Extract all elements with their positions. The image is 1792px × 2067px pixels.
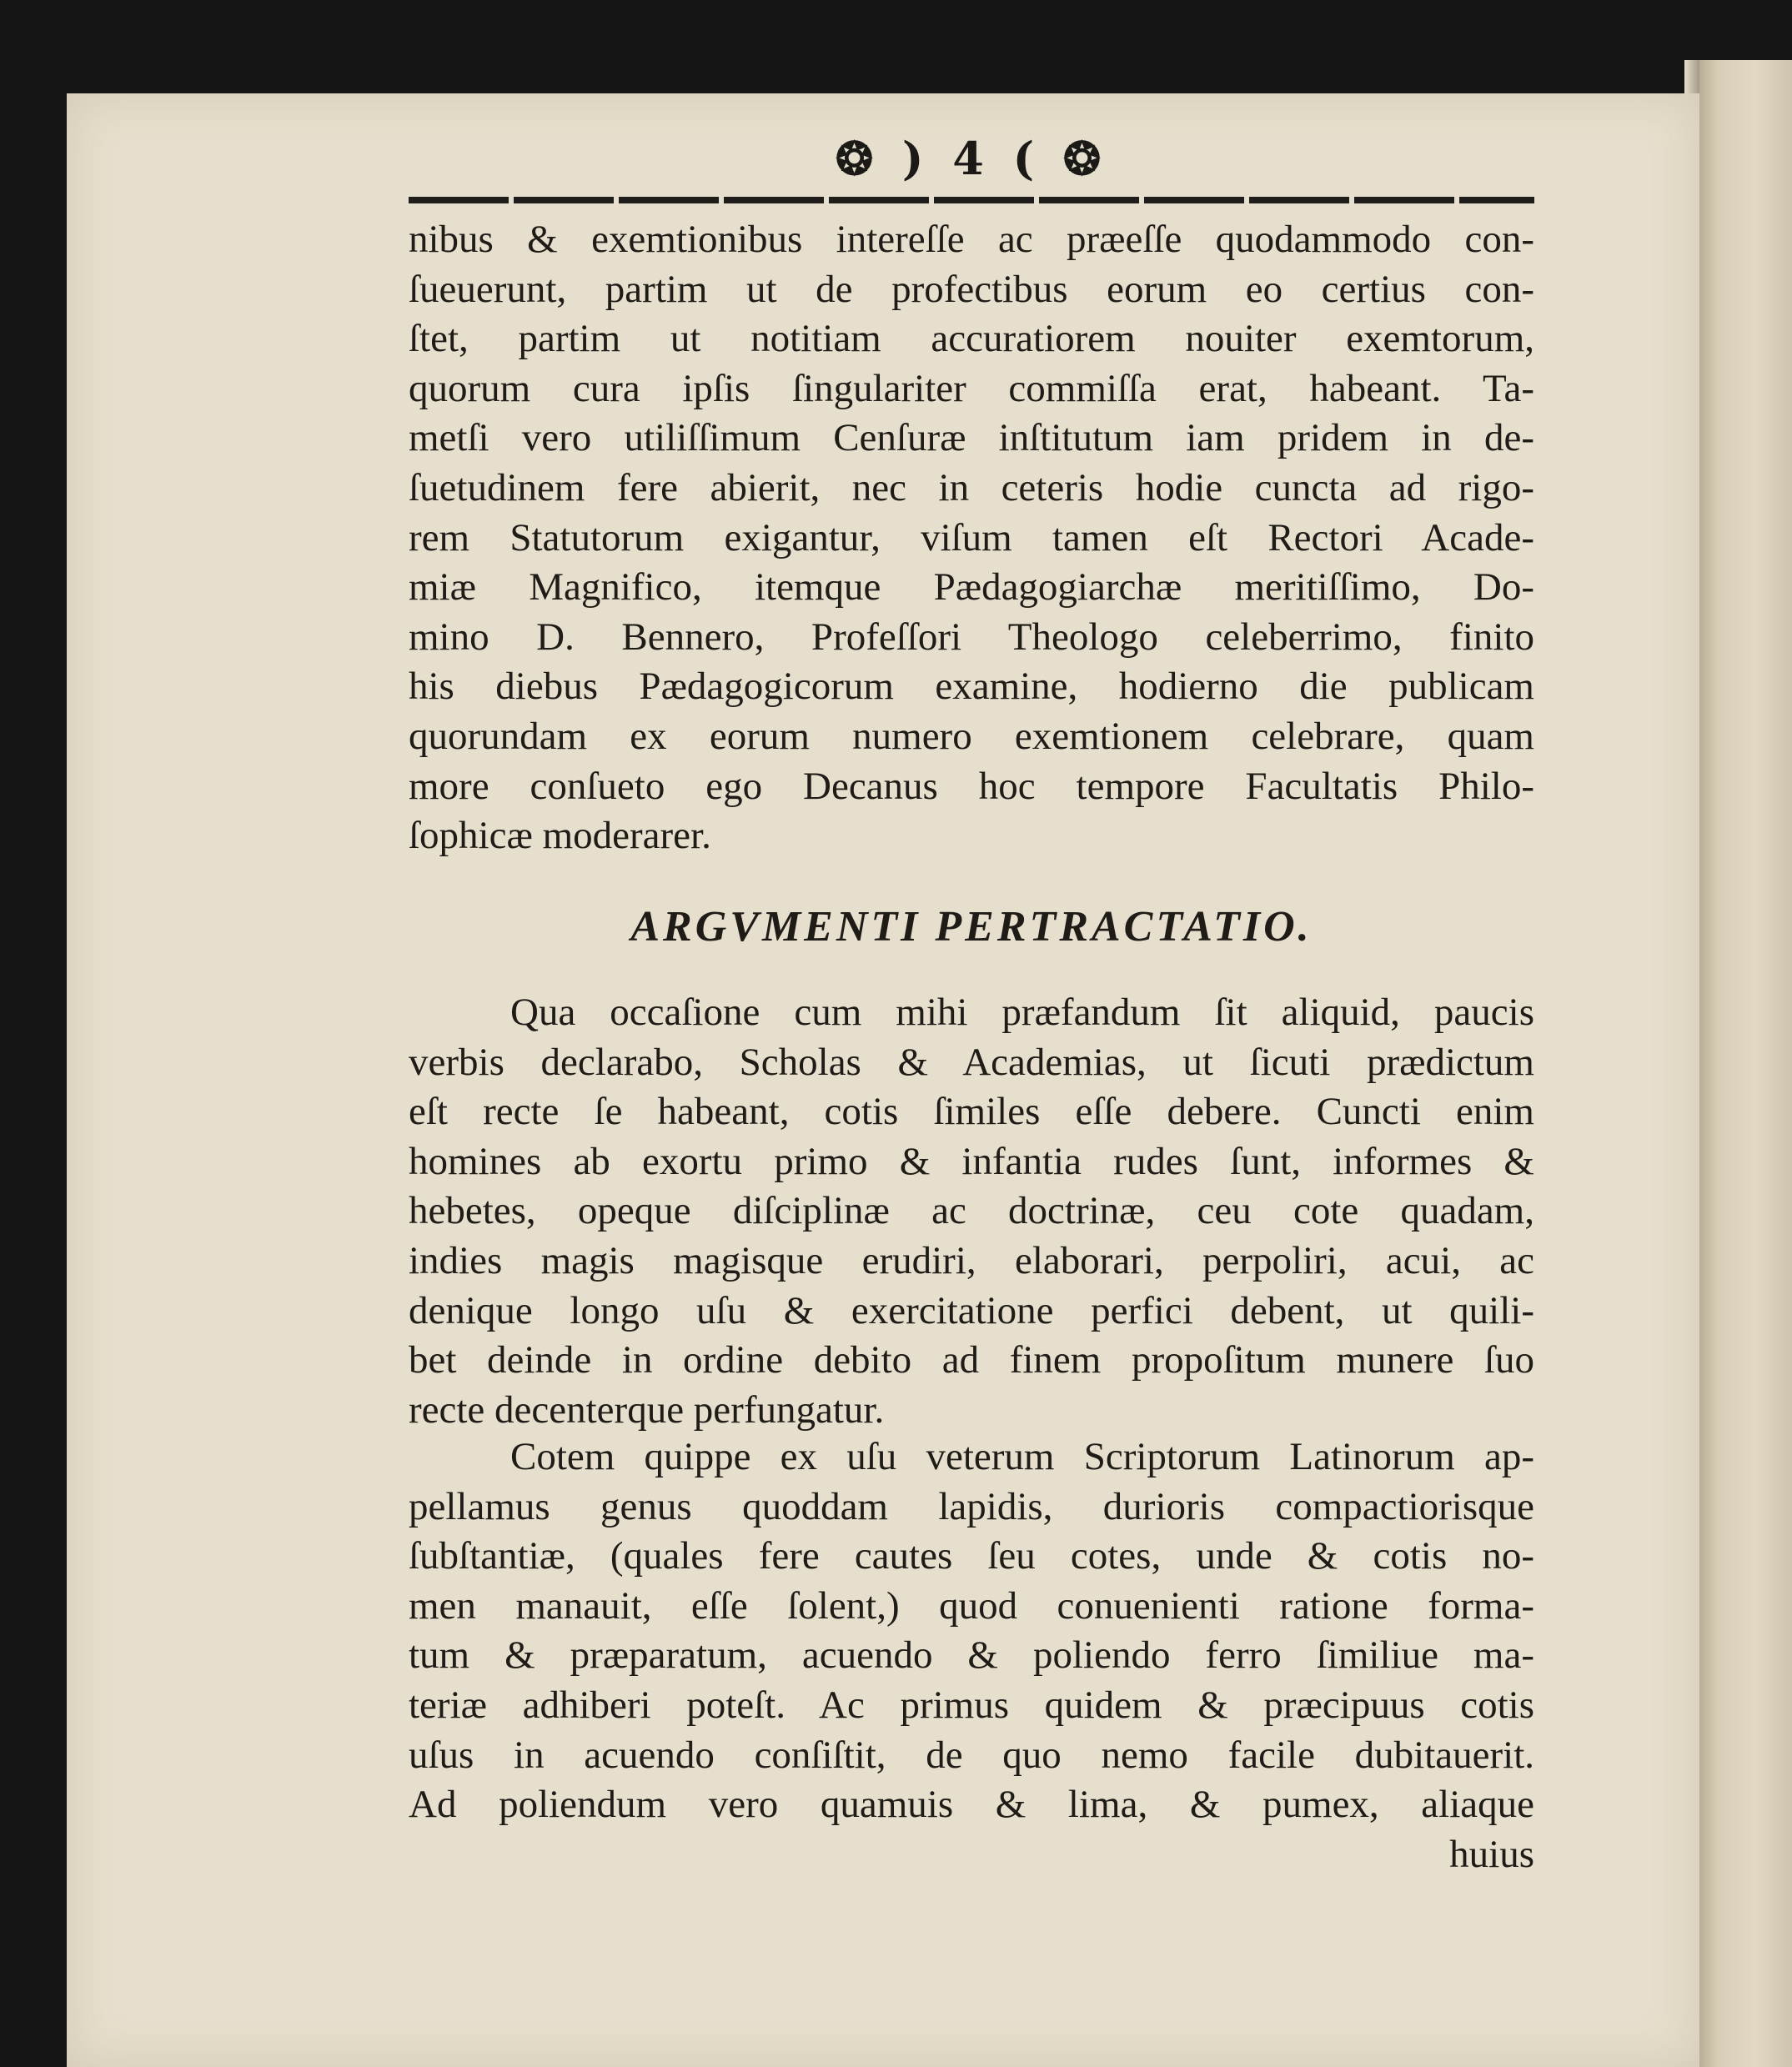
text-line: tum & præparatum, acuendo & poliendo ferro ſimiliue ma-: [409, 1633, 1534, 1678]
text-line: uſus in acuendo conſiſtit, de quo nemo facile dubitauerit.: [409, 1733, 1534, 1777]
next-page-edge: [1699, 60, 1792, 2067]
text-line: recte decenterque perfungatur.: [409, 1387, 885, 1432]
page-number-ornament: ❂ ) 4 ( ❂: [835, 132, 1108, 185]
text-line: Ad poliendum vero quamuis & lima, & pumex, aliaque: [409, 1783, 1534, 1827]
text-line: hebetes, opeque diſciplinæ ac doctrinæ, ceu cote quadam,: [409, 1189, 1534, 1233]
text-line: Cotem quippe ex uſu veterum Scriptorum Latinorum ap-: [510, 1435, 1534, 1478]
text-line: ſophicæ moderarer.: [409, 814, 711, 858]
page-header: [409, 133, 1534, 217]
section-heading: ARGVMENTI PERTRACTATIO.: [630, 903, 1313, 951]
text-line: quorum cura ipſis ſingulariter commiſſa erat, habeant. Ta-: [409, 366, 1534, 410]
text-line: miæ Magnifico, itemque Pædagogiarchæ meritiſſimo, Do-: [409, 565, 1534, 610]
text-line: men manauit, eſſe ſolent,) quod conuenienti ratione forma-: [409, 1583, 1534, 1628]
text-line: ſubſtantiæ, (quales fere cautes ſeu cotes, unde & cotis no-: [409, 1534, 1534, 1578]
paragraph-intro: [409, 215, 1534, 861]
text-line: more conſueto ego Decanus hoc tempore Facultatis Philo-: [409, 764, 1534, 808]
text-line: Qua occaſione cum mihi præfandum ſit aliquid, paucis: [510, 991, 1534, 1034]
catchword: huius: [1449, 1832, 1534, 1876]
text-line: pellamus genus quoddam lapidis, durioris compactiorisque: [409, 1484, 1534, 1528]
text-line: verbis declarabo, Scholas & Academias, ut ſicuti prædictum: [409, 1040, 1534, 1084]
text-line: bet deinde in ordine debito ad finem propoſitum munere ſuo: [409, 1338, 1534, 1382]
text-line: nibus & exemtionibus intereſſe ac præeſſe quodammodo con-: [409, 218, 1534, 261]
text-line: denique longo uſu & exercitatione perfici debent, ut quili-: [409, 1288, 1534, 1332]
text-line: ſueuerunt, partim ut de profectibus eorum eo certius con-: [409, 267, 1534, 311]
text-line: ſtet, partim ut notitiam accuratiorem nouiter exemtorum,: [409, 317, 1534, 361]
text-line: indies magis magisque erudiri, elaborari, perpoliri, acui, ac: [409, 1238, 1534, 1282]
text-line: mino D. Bennero, Profeſſori Theologo celeberrimo, finito: [409, 615, 1534, 659]
text-line: eſt recte ſe habeant, cotis ſimiles eſſe debere. Cuncti enim: [409, 1090, 1534, 1134]
text-line: metſi vero utiliſſimum Cenſuræ inſtitutum iam pridem in de-: [409, 416, 1534, 460]
text-line: rem Statutorum exigantur, viſum tamen eſt Rectori Acade-: [409, 515, 1534, 559]
text-line: his diebus Pædagogicorum examine, hodierno die publicam: [409, 665, 1534, 709]
paragraph-argument: [409, 988, 1534, 1435]
header-rule: [409, 197, 1534, 203]
text-line: ſuetudinem fere abierit, nec in ceteris hodie cuncta ad rigo-: [409, 465, 1534, 509]
text-line: homines ab exortu primo & infantia rudes ſunt, informes &: [409, 1139, 1534, 1183]
paragraph-cotem: [409, 1432, 1534, 1879]
text-line: teriæ adhiberi poteſt. Ac primus quidem & præcipuus cotis: [409, 1683, 1534, 1727]
text-line: quorundam ex eorum numero exemtionem celebrare, quam: [409, 714, 1534, 758]
